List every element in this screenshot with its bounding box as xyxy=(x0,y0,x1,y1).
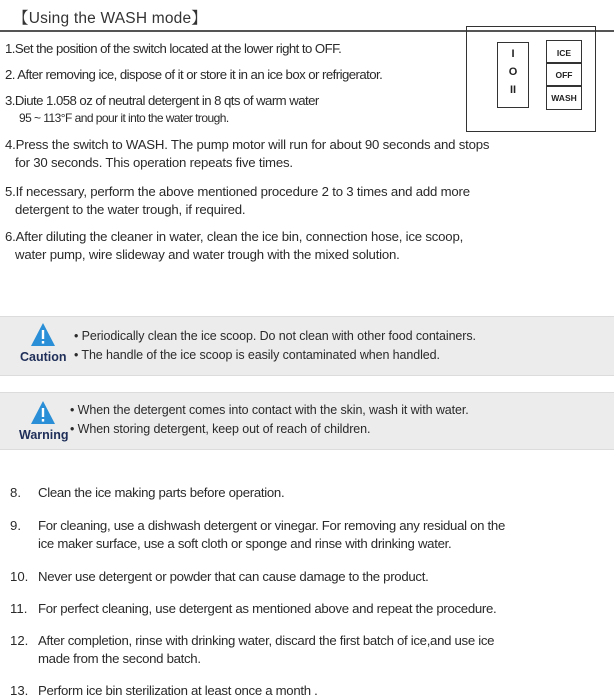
rocker-symbol-wash: II xyxy=(509,84,517,96)
step-3-cont: 95 ~ 113°F and pour it into the water trough. xyxy=(19,111,229,125)
warning-triangle-icon xyxy=(30,400,56,426)
item-13: Perform ice bin sterilization at least once a month . xyxy=(38,683,318,698)
caution-item-2: • The handle of the ice scoop is easily contaminated when handled. xyxy=(74,348,440,362)
item-12-cont: made from the second batch. xyxy=(38,651,201,666)
item-9: For cleaning, use a dishwash detergent or vinegar. For removing any residual on the xyxy=(38,518,505,533)
item-number: 10. xyxy=(10,569,29,584)
item-number: 13. xyxy=(10,683,29,698)
warning-box xyxy=(0,392,614,450)
step-6: 6.After diluting the cleaner in water, clean the ice bin, connection hose, ice scoop, xyxy=(5,229,464,244)
item-9-cont: ice maker surface, use a soft cloth or sponge and rinse with drinking water. xyxy=(38,536,452,551)
item-8: Clean the ice making parts before operation. xyxy=(38,485,285,500)
warning-item-2: • When storing detergent, keep out of reach of children. xyxy=(70,422,371,436)
switch-label-wash: WASH xyxy=(551,93,577,103)
step-2: 2. After removing ice, dispose of it or store it in an ice box or refrigerator. xyxy=(5,67,383,82)
switch-label-divider xyxy=(546,62,582,64)
item-11: For perfect cleaning, use detergent as mentioned above and repeat the procedure. xyxy=(38,601,497,616)
switch-label-divider xyxy=(546,85,582,87)
caution-item-1: • Periodically clean the ice scoop. Do not clean with other food containers. xyxy=(74,329,476,343)
warning-item-1: • When the detergent comes into contact with the skin, wash it with water. xyxy=(70,403,469,417)
caution-box xyxy=(0,316,614,376)
rocker-symbol-off: O xyxy=(508,66,518,78)
item-number: 11. xyxy=(10,601,28,616)
section-title: 【Using the WASH mode】 xyxy=(13,10,207,27)
step-4: 4.Press the switch to WASH. The pump motor will run for about 90 seconds and stops xyxy=(5,137,490,152)
caution-label: Caution xyxy=(20,350,67,364)
step-3: 3.Diute 1.058 oz of neutral detergent in 8 qts of warm water xyxy=(5,93,319,108)
step-4-cont: for 30 seconds. This operation repeats five times. xyxy=(15,155,293,170)
step-6-cont: water pump, wire slideway and water trough with the mixed solution. xyxy=(15,247,400,262)
item-10: Never use detergent or powder that can cause damage to the product. xyxy=(38,569,429,584)
item-number: 9. xyxy=(10,518,21,533)
warning-label: Warning xyxy=(19,428,69,442)
rocker-symbol-on: I xyxy=(511,48,515,60)
item-number: 12. xyxy=(10,633,29,648)
item-12: After completion, rinse with drinking water, discard the first batch of ice,and use ice xyxy=(38,633,495,648)
step-5-cont: detergent to the water trough, if required. xyxy=(15,202,246,217)
warning-triangle-icon xyxy=(30,322,56,348)
item-number: 8. xyxy=(10,485,21,500)
switch-label-off: OFF xyxy=(555,70,573,80)
step-1: 1.Set the position of the switch located at the lower right to OFF. xyxy=(5,41,342,56)
step-5: 5.If necessary, perform the above mentioned procedure 2 to 3 times and add more xyxy=(5,184,470,199)
switch-label-ice: ICE xyxy=(556,48,572,58)
